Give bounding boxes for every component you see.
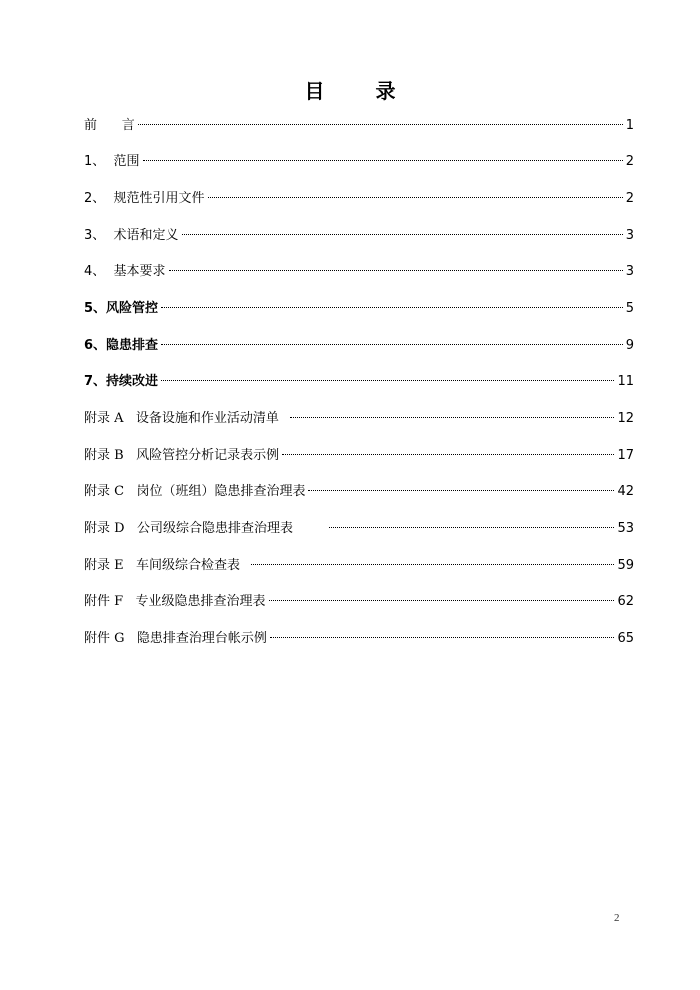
toc-entry-page: 53	[617, 521, 634, 536]
toc-entry-label: 4、 基本要求	[84, 264, 166, 279]
toc-entry-label: 附录 A 设备设施和作业活动清单	[84, 411, 288, 426]
toc-entry-appendix-d[interactable]	[84, 520, 634, 538]
toc-entry-attachment-f[interactable]	[84, 593, 634, 611]
toc-entry-hazard-inspection[interactable]	[84, 337, 634, 355]
toc-entry-label: 附录 E 车间级综合检查表	[84, 558, 249, 573]
toc-entry-page: 3	[625, 228, 634, 243]
dot-leader	[282, 454, 614, 455]
dot-leader	[161, 380, 614, 381]
toc-entry-page: 5	[625, 301, 634, 316]
toc-entry-label: 1、 范围	[84, 154, 140, 169]
dot-leader	[208, 197, 623, 198]
page-number: 2	[614, 912, 620, 924]
toc-entry-page: 1	[625, 118, 634, 133]
toc-entry-page: 2	[625, 154, 634, 169]
page-title: 目 录	[304, 79, 418, 103]
toc-entry-page: 11	[617, 374, 634, 389]
toc-entry-attachment-g[interactable]	[84, 630, 634, 648]
dot-leader	[269, 600, 615, 601]
toc-entry-label: 3、 术语和定义	[84, 228, 179, 243]
toc-entry-appendix-e[interactable]	[84, 557, 634, 575]
dot-leader	[182, 234, 623, 235]
toc-entry-page: 62	[617, 594, 634, 609]
toc-entry-label: 附录 B 风险管控分析记录表示例	[84, 448, 280, 463]
dot-leader	[251, 564, 614, 565]
toc-entry-page: 12	[617, 411, 634, 426]
dot-leader	[329, 527, 614, 528]
toc-entry-risk-control[interactable]	[84, 300, 634, 318]
toc-entry-label: 2、 规范性引用文件	[84, 191, 205, 206]
toc-entry-continuous-improvement[interactable]	[84, 373, 634, 391]
dot-leader	[161, 344, 623, 345]
toc-entry-label: 附件 F 专业级隐患排查治理表	[84, 594, 266, 609]
toc-entry-page: 2	[625, 191, 634, 206]
toc-entry-appendix-b[interactable]	[84, 447, 634, 465]
toc-entry-page: 3	[625, 264, 634, 279]
dot-leader	[161, 307, 623, 308]
toc-entry-appendix-a[interactable]	[84, 410, 634, 428]
toc-entry-terms[interactable]	[84, 227, 634, 245]
dot-leader	[270, 637, 615, 638]
dot-leader	[143, 160, 623, 161]
dot-leader	[308, 490, 614, 491]
toc-entry-label: 5、风险管控	[84, 301, 159, 316]
toc-entry-page: 9	[625, 338, 634, 353]
toc-entry-page: 65	[617, 631, 634, 646]
toc-entry-label: 附件 G 隐患排查治理台帐示例	[84, 631, 267, 646]
toc-entry-foreword[interactable]	[84, 117, 634, 135]
toc-entry-label: 7、持续改进	[84, 374, 159, 389]
toc-entry-label: 附录 C 岗位（班组）隐患排查治理表	[84, 484, 306, 499]
toc-entry-label: 附录 D 公司级综合隐患排查治理表	[84, 521, 327, 536]
dot-leader	[290, 417, 614, 418]
toc-entry-page: 59	[617, 558, 634, 573]
toc-entry-page: 42	[617, 484, 634, 499]
dot-leader	[169, 270, 623, 271]
toc-entry-scope[interactable]	[84, 153, 634, 171]
toc-entry-label: 前 言	[84, 118, 135, 133]
toc-entry-appendix-c[interactable]	[84, 483, 634, 501]
toc-entry-basic-requirements[interactable]	[84, 263, 634, 281]
toc-entry-page: 17	[617, 448, 634, 463]
dot-leader	[138, 124, 623, 125]
toc-entry-normative-references[interactable]	[84, 190, 634, 208]
toc-entry-label: 6、隐患排查	[84, 338, 159, 353]
